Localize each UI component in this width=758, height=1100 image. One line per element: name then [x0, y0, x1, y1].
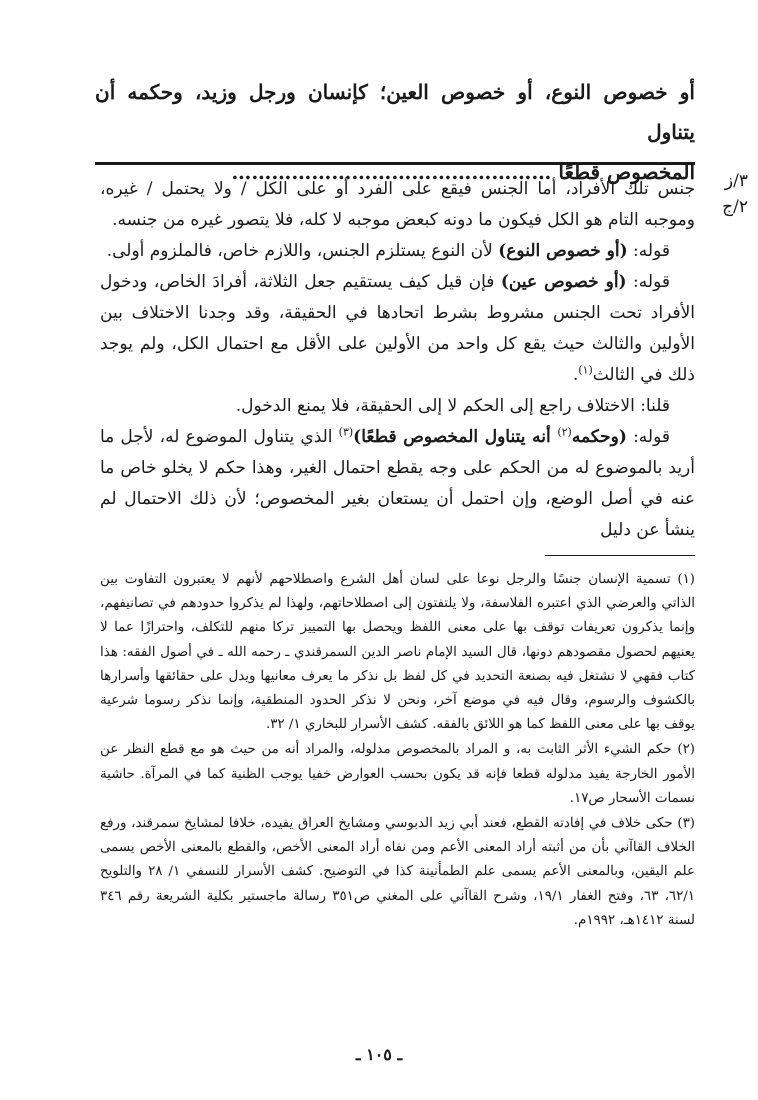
main-text-line-2-words: المخصوص قطعًا: [558, 160, 695, 184]
commentary-paragraph: [100, 236, 695, 267]
commentary-paragraph: [100, 422, 695, 546]
footnote: [100, 738, 695, 811]
manuscript-margin-references: [698, 168, 748, 220]
commentary-paragraph: جنس تلك الأفراد، أما الجنس فيقع على الفرد أو على الكل / ولا يحتمل / غيره، وموجبه التام هو الكل فيكون ما دونه كبعض موجبه لا كله، فلا يتصور غيره من جنسه.: [100, 179, 695, 230]
punctuation: .: [572, 365, 579, 385]
commentary-text: الذي يتناول الموضوع له، لأجل ما أريد بالموضوع له من الحكم على وجه يقطع احتمال الغير، وهذا حكم لا يخلو خاص ما عنه في أصل الوضع، وإن احتمل أن يستعان بغير المخصوص؛ لأن ذلك الاحتمال لم ينشأ عن دليل: [100, 427, 695, 540]
quote-lead: قوله:: [626, 272, 670, 292]
quote-lead: قوله:: [627, 241, 670, 261]
commentary-text: فإن قيل كيف يستقيم جعل الثلاثة، أفرادَ الخاص، ودخول الأفراد تحت الجنس مشروط بشرط اتحادها في الحقيقة، وقد وجدنا الاختلاف بين الأولين والثالث حيث يقع كل واحد من الأولين على الأقل مع احتمال الكل، ولم يوجد ذلك في الثالث: [100, 272, 695, 385]
footnote-text: حكم الشيء الأثر الثابت به، و المراد بالمخصوص مدلوله، والمراد أنه من حيث هو مع قطع النظر عن الأمور الخارجة يفيد مدلوله قطعا فإنه قد يكون بحسب العوارض خفيا يوجب الظنية كما في المرآة. حاشية نسمات الأسحار ص١٧.: [100, 742, 695, 806]
quoted-matn: (أو خصوص عين): [500, 272, 627, 292]
quoted-matn: أنه يتناول المخصوص قطعًا): [353, 427, 558, 447]
footnote-marker[interactable]: (٣): [338, 425, 354, 439]
commentary-block: [100, 174, 695, 546]
margin-ref-j: ٢/ج: [722, 197, 748, 217]
page-number: ـ ١٠٥ ـ: [355, 1045, 403, 1064]
margin-ref-z: ٣/ز: [724, 171, 748, 191]
footnote-number: (١): [677, 572, 695, 587]
footnote-text: تسمية الإنسان جنسًا والرجل نوعا على لسان أهل الشرع واصطلاحهم لأنهم لا يعتبرون التفاوت بين الذاتي والعرضي الذي اعتبره الفلاسفة، ولا يلتفتون إلى اصطلاحاتهم، ولهذا لم يذكروا حدودهم في تصانيفهم، وإنما يذكرون تعريفات توقف بها على معنى اللفظ ويحصل بها التمييز تركا منهم للتكلف، واحترازًا عما لا يعنيهم لحصول مقصودهم دونها، قال السيد الإمام ناصر الدين السمرقندي ـ رحمه الله ـ في أصول الفقه: هذا كتاب فقهي لا نشتغل فيه بصنعة التحديد في كل لفظ بل نذكر ما يعرف معانيها ويدل على حقائقها وأسرارها بالكشوف والرسوم، وقال فيه في موضع آخر، ونحن لا نذكر الحدود المنطقية، وإنما نذكر رسوما شرعية يوقف بها على معنى اللفظ كما هو اللائق بالفقه. كشف الأسرار للبخاري ١/ ٣٢.: [100, 572, 695, 733]
matn-separator-rule: [95, 162, 695, 165]
footnote-marker[interactable]: (١): [578, 363, 593, 377]
quote-lead: قوله:: [626, 427, 670, 447]
footnotes-block: [100, 568, 695, 934]
ellipsis-dots: …………………………………………: [231, 160, 552, 184]
footnote-text: حكى خلاف في إفادته القطع، فعند أبي زيد الدبوسي ومشايخ العراق يفيده، خلافا لمشايخ سمرقند، ورفع الخلاف القاآني بأن من أثبته أراد المعنى الأعم ومن نفاه أراد المعنى الأخص، والقطع بالمعنى الأخص يسمى علم اليقين، وبالمعنى الأعم يسمى علم الطمأنينة كذا في التوضيح. كشف الأسرار للنسفي ١/ ٢٨ والتلويح ٦٢/١، ٦٣، وفتح الغفار ١٩/١، وشرح القاآني على المغني ص٣٥١ رسالة ماجستير بكلية الشريعة رقم ٣٤٦ لسنة ١٤١٢هـ، ١٩٩٢م.: [100, 816, 695, 928]
footnote: [100, 812, 695, 933]
footnote: [100, 568, 695, 737]
footnote-separator: [545, 555, 695, 556]
commentary-paragraph: [100, 267, 695, 391]
commentary-paragraph: قلنا: الاختلاف راجع إلى الحكم لا إلى الحقيقة، فلا يمنع الدخول.: [235, 396, 670, 416]
commentary-text: لأن النوع يستلزم الجنس، واللازم خاص، فالملزوم أولى.: [106, 241, 499, 261]
footnote-number: (٣): [677, 816, 695, 832]
footnote-marker[interactable]: (٢): [557, 425, 572, 439]
main-text-line-1: أو خصوص النوع، أو خصوص العين؛ كإنسان ورجل وزيد، وحكمه أن يتناول: [95, 80, 695, 144]
quoted-matn: (وحكمه: [571, 427, 627, 447]
footnote-number: (٢): [677, 742, 695, 758]
quoted-matn: (أو خصوص النوع): [498, 241, 628, 261]
